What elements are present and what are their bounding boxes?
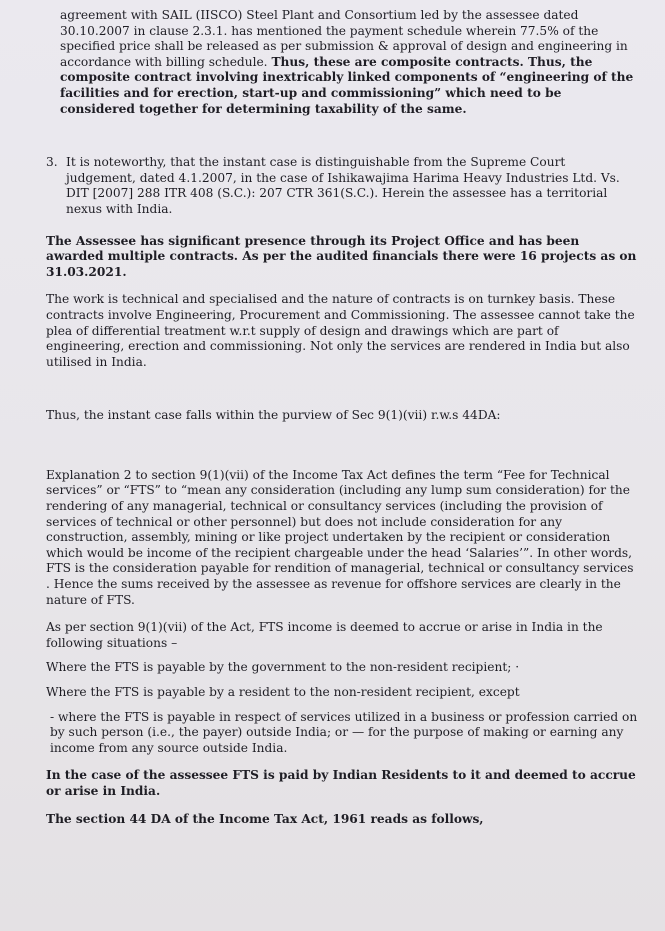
intro-bold-text: Thus, these are composite contracts. Thus, the composite contract involving inextricably linked components of “engineering of the facilities and for erection, start-up and commissioning” which need to be considered together for determining taxability of the same. xyxy=(60,54,634,116)
intro-text: agreement with SAIL (IISCO) Steel Plant and Consortium led by the assessee dated 30.10.2007 in clause 2.3.1. has mentioned the payment schedule wherein 77.5% of the specified price shall be released as per submission & approval of design and engineering in accordance with billing schedule. xyxy=(60,8,628,69)
paragraph-case-conclusion: In the case of the assessee FTS is paid by Indian Residents to it and deemed to accrue or arise in India. xyxy=(46,768,636,798)
situation-government: Where the FTS is payable by the government to the non-resident recipient; · xyxy=(46,660,520,675)
point-3-text: It is noteworthy, that the instant case is distinguishable from the Supreme Court judgement, dated 4.1.2007, in the case of Ishikawajima Harima Heavy Industries Ltd. Vs. DIT [2007] 288 ITR 408 (S.C.): 207 CTR 361(S.C.). Herein the assessee has a territorial nexus with India. xyxy=(66,155,620,216)
paragraph-composite-contract xyxy=(60,8,635,117)
situation-resident: Where the FTS is payable by a resident to the non-resident recipient, except xyxy=(46,685,520,699)
point-number: 3. xyxy=(46,155,58,170)
paragraph-significant-presence: The Assessee has significant presence through its Project Office and has been awarded multiple contracts. As per the audited financials there were 16 projects as on 31.03.2021. xyxy=(46,233,637,279)
exception-clause: - where the FTS is payable in respect of services utilized in a business or profession carried on by such person (i.e., the payer) outside India; or — for the purpose of making or earning any income from any source outside India. xyxy=(50,709,638,755)
paragraph-explanation-2: Explanation 2 to section 9(1)(vii) of the Income Tax Act defines the term “Fee for Technical services” or “FTS” to “mean any consideration (including any lump sum consideration) for the rendering of any managerial, technical or consultancy services (including the provision of services of technical or other personnel) but does not include consideration for any construction, assembly, mining or like project undertaken by the recipient or consideration which would be income of the recipient chargeable under the head ‘Salaries’”. In other words, FTS is the consideration payable for rendition of managerial, technical or consultancy services . Hence the sums received by the assessee as revenue for offshore services are clearly in the nature of FTS. xyxy=(46,467,634,607)
paragraph-deemed-accrue: As per section 9(1)(vii) of the Act, FTS income is deemed to accrue or arise in India in the following situations – xyxy=(46,620,603,650)
numbered-point-3 xyxy=(46,155,639,217)
paragraph-technical-work: The work is technical and specialised and the nature of contracts is on turnkey basis. These contracts involve Engineering, Procurement and Commissioning. The assessee cannot take the plea of differential treatment w.r.t supply of design and drawings which are part of engineering, erection and commissioning. Not only the services are rendered in India but also utilised in India. xyxy=(46,292,635,369)
paragraph-purview: Thus, the instant case falls within the purview of Sec 9(1)(vii) r.w.s 44DA: xyxy=(46,408,501,423)
paragraph-section-44da: The section 44 DA of the Income Tax Act, 1961 reads as follows, xyxy=(46,811,484,826)
